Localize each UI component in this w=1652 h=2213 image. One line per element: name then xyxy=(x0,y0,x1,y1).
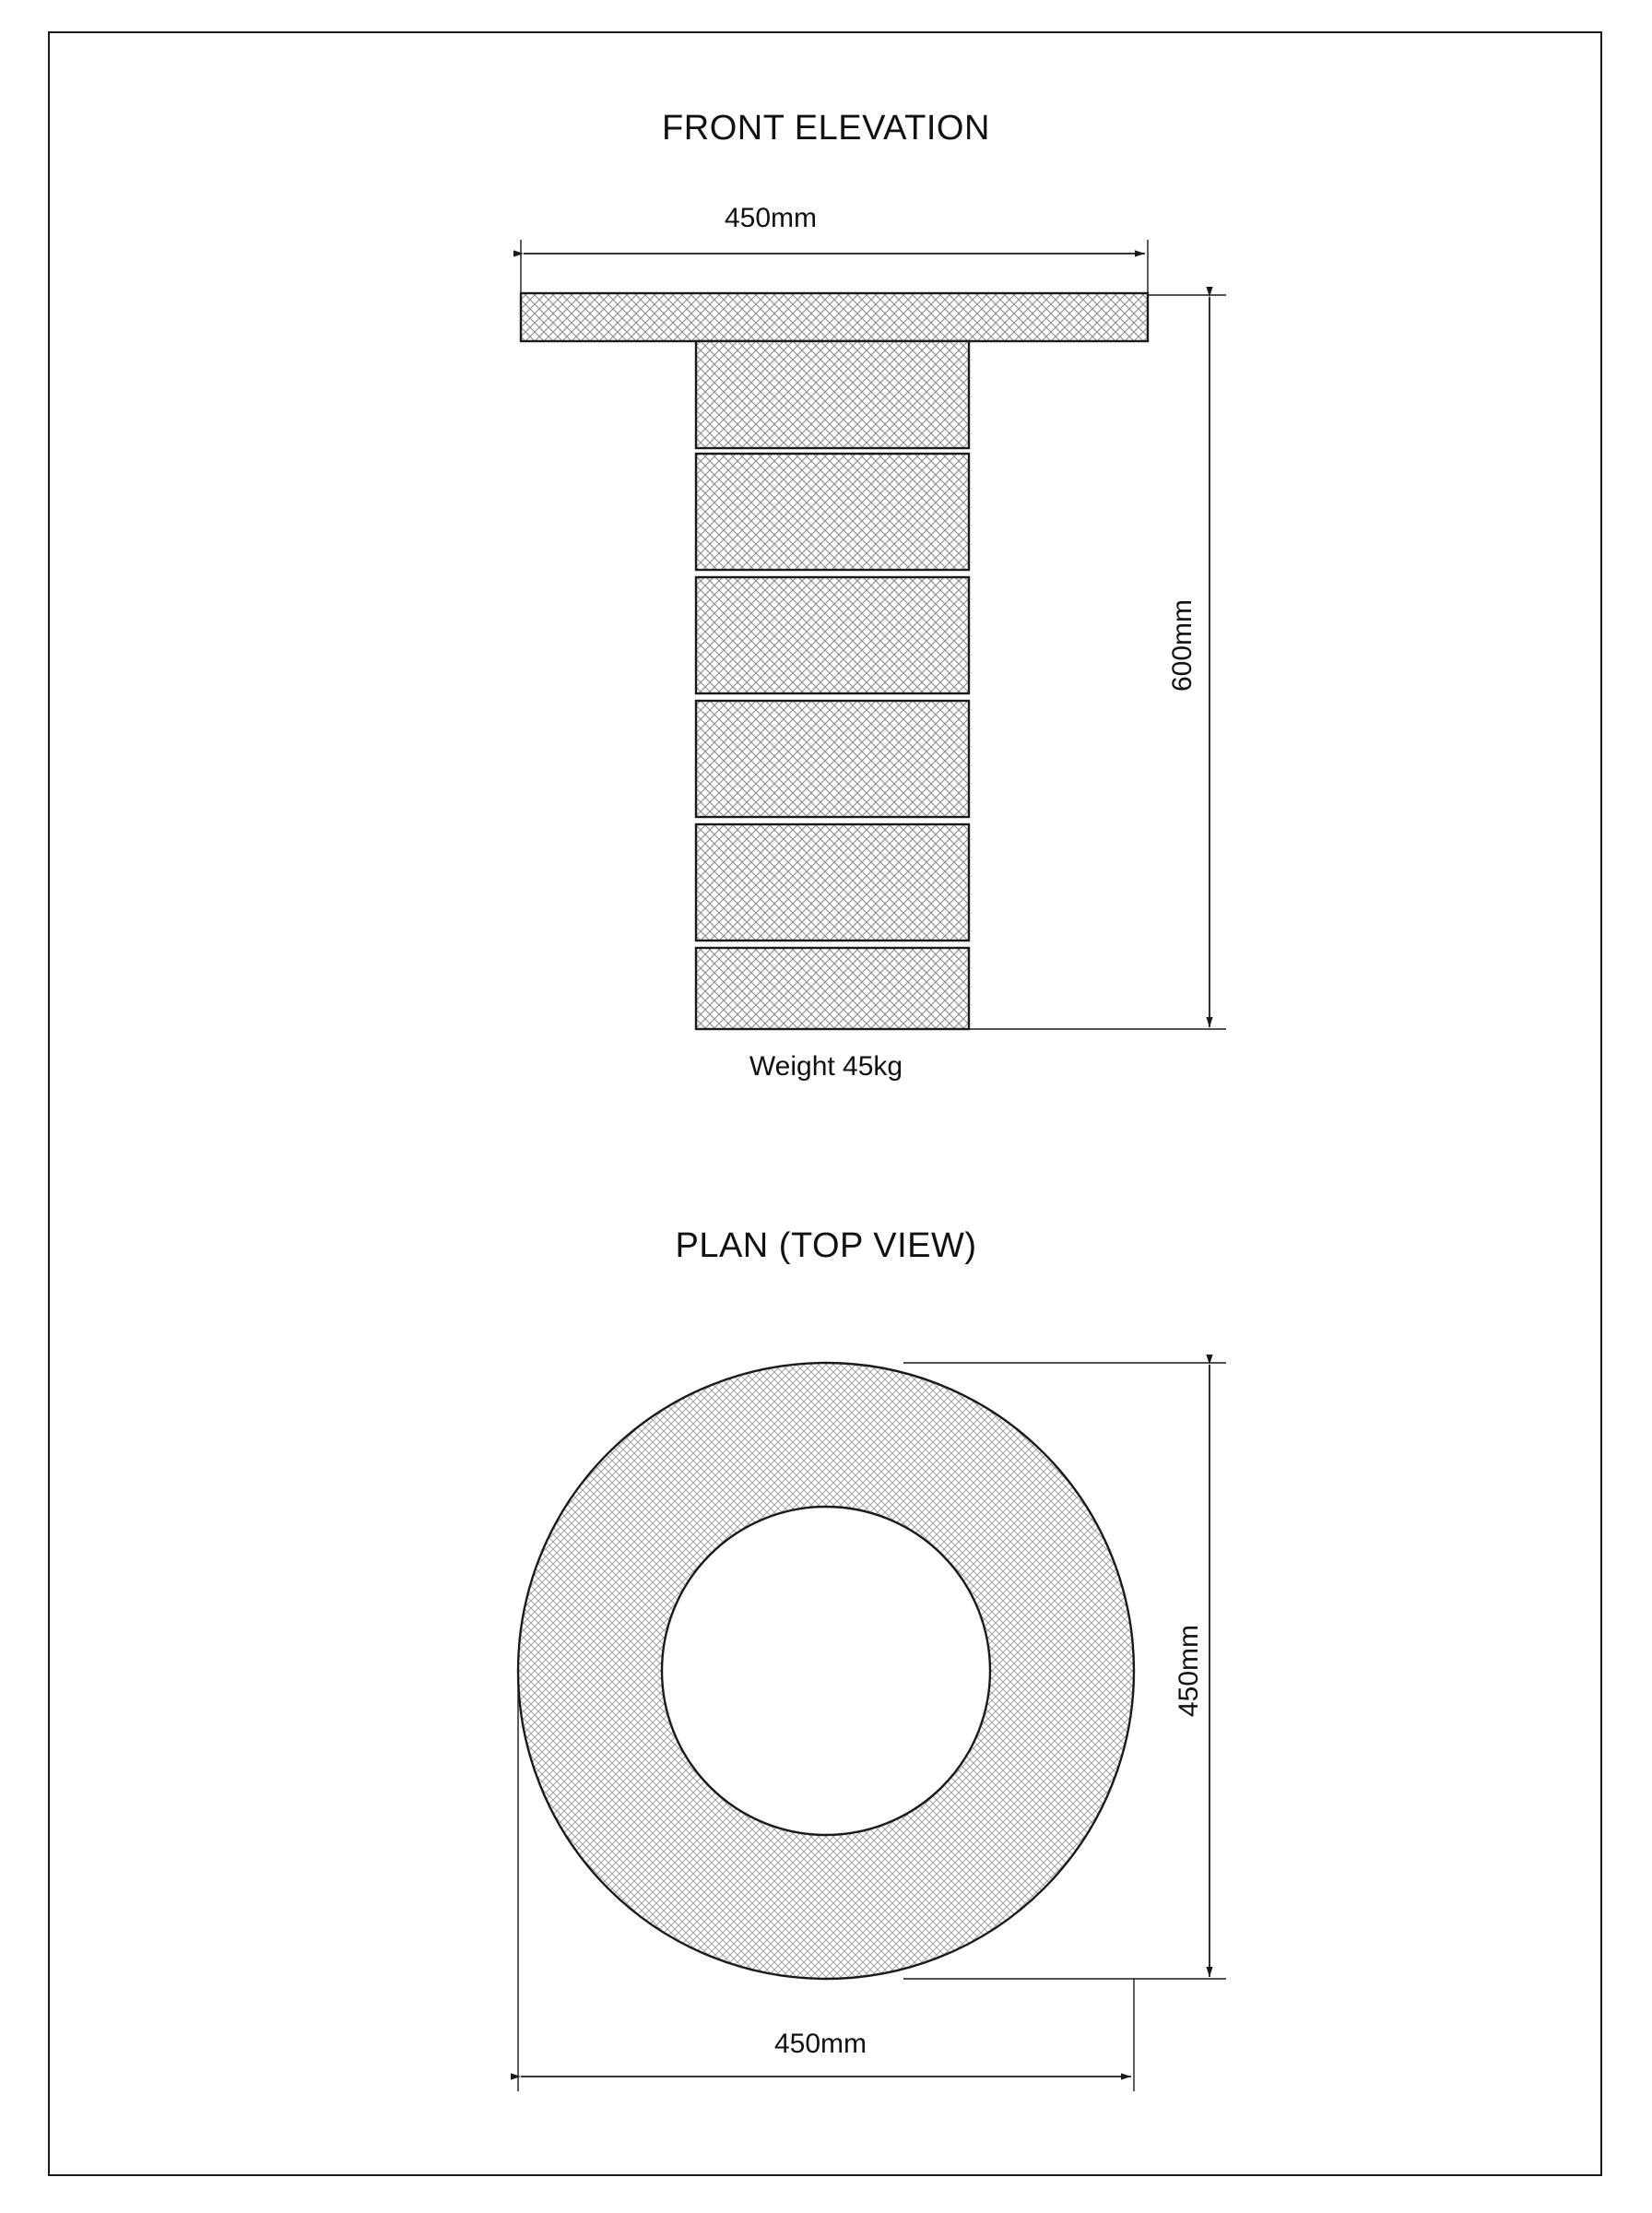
front-width-dimension xyxy=(521,240,1148,293)
front-width-dimension-label: 450mm xyxy=(724,203,818,233)
front-height-dimension-label: 600mm xyxy=(1167,598,1198,692)
weight-note: Weight 45kg xyxy=(749,1051,903,1082)
plan-view-title: PLAN (TOP VIEW) xyxy=(675,1226,977,1265)
front-elevation-title: FRONT ELEVATION xyxy=(662,109,990,148)
front-elevation-geometry xyxy=(521,293,1148,1029)
plan-vertical-dimension-label: 450mm xyxy=(1174,1624,1204,1718)
plan-geometry xyxy=(518,1363,1134,1979)
plan-horizontal-dimension-label: 450mm xyxy=(773,2029,867,2059)
